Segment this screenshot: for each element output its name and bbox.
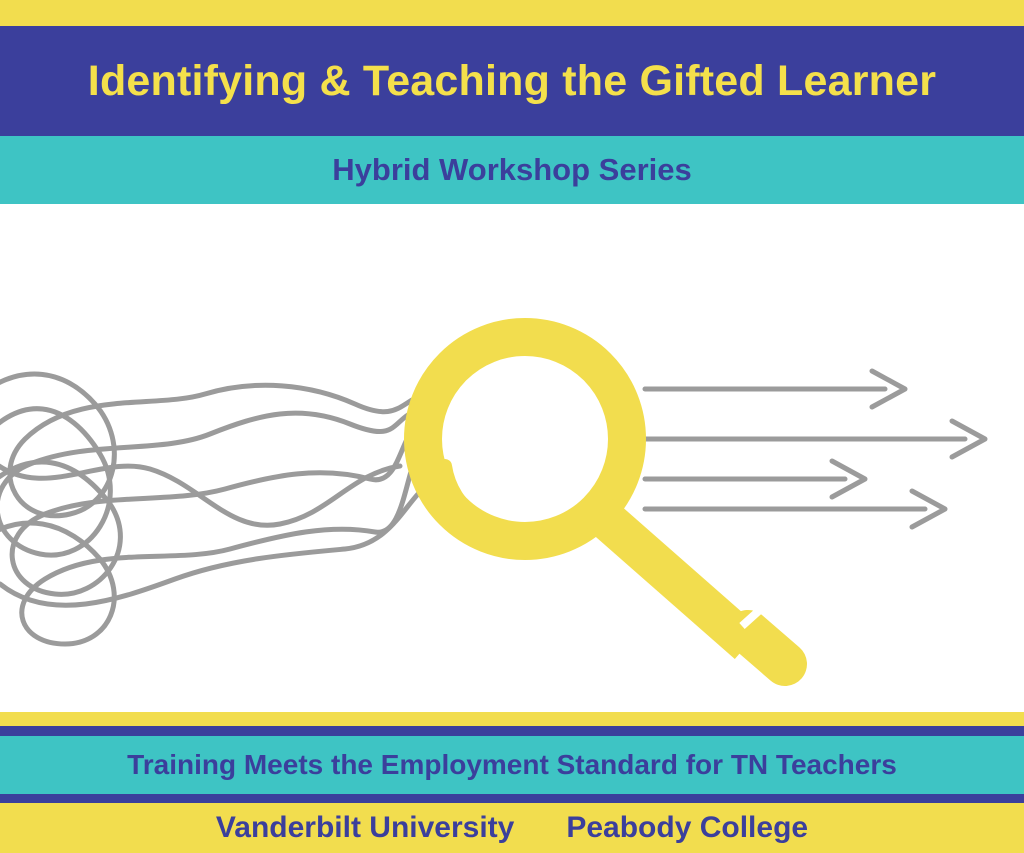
- subtitle-bar: [0, 136, 1024, 204]
- artwork-area: [0, 204, 1024, 712]
- title-bar: [0, 26, 1024, 136]
- footer-note-bar: [0, 736, 1024, 794]
- organization-name: Peabody College: [566, 811, 809, 844]
- page-subtitle: Hybrid Workshop Series: [332, 152, 692, 187]
- tangle-to-arrows-illustration: [0, 204, 1024, 712]
- footer-note: Training Meets the Employment Standard for TN Teachers: [127, 749, 897, 780]
- organization-name: Vanderbilt University: [215, 811, 515, 844]
- divider-yellow: [0, 712, 1024, 726]
- divider-indigo-bottom: [0, 794, 1024, 803]
- divider-indigo-top: [0, 726, 1024, 736]
- straight-arrows-graphic: [645, 371, 985, 527]
- tangled-lines-graphic: [0, 374, 422, 644]
- magnifying-glass-icon: [423, 337, 785, 664]
- organizations-bar: [0, 803, 1024, 853]
- page-title: Identifying & Teaching the Gifted Learner: [87, 56, 937, 105]
